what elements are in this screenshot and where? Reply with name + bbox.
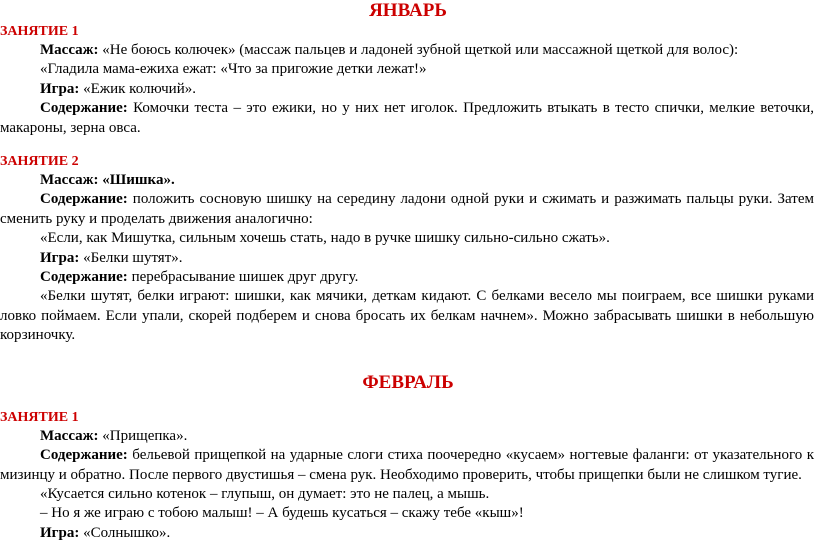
- game-paragraph: [0, 80, 816, 99]
- content-text: бельевой прищепкой на ударные слоги стиха поочередно «кусаем» ногтевые фаланги: от указательного к мизинцу и обратно. После первого двустишья – смена рук. Необходимо проверить, чтобы прищепки были не слишком тугие.: [0, 447, 814, 483]
- month-title-january: ЯНВАРЬ: [369, 0, 447, 21]
- rhyme-paragraph: «Если, как Мишутка, сильным хочешь стать, надо в ручке шишку сильно-сильно сжать».: [40, 230, 610, 247]
- content-text: Комочки теста – это ежики, но у них нет иголок. Предложить втыкать в тесто спички, мелкие веточки, макароны, зерна овса.: [0, 100, 814, 136]
- massage-paragraph: [0, 427, 816, 446]
- content-label: Содержание:: [40, 269, 128, 286]
- content-paragraph: [0, 446, 816, 485]
- game-text: «Солнышко».: [79, 524, 171, 541]
- rhyme-paragraph: – Но я же играю с тобою малыш! – А будешь кусаться – скажу тебе «кыш»!: [40, 505, 524, 522]
- game-label: Игра:: [40, 524, 80, 541]
- massage-label: Массаж: «Шишка».: [40, 172, 175, 189]
- game-text: «Ежик колючий».: [79, 80, 196, 97]
- lesson-heading: ЗАНЯТИЕ 2: [0, 154, 79, 170]
- game-label: Игра:: [40, 80, 80, 97]
- content-paragraph: [0, 190, 816, 229]
- game-paragraph: [0, 249, 816, 268]
- game-label: Игра:: [40, 249, 80, 266]
- lesson-heading: ЗАНЯТИЕ 1: [0, 409, 79, 425]
- massage-text: «Не боюсь колючек» (массаж пальцев и ладоней зубной щеткой или массажной щеткой для волос):: [98, 42, 739, 58]
- content-text: положить сосновую шишку на середину ладони одной руки и сжимать и разжимать пальцы руки. Затем сменить руку и проделать движения аналогично:: [0, 191, 814, 227]
- content-text: перебрасывание шишек друг другу.: [127, 269, 359, 286]
- massage-text: «Прищепка».: [98, 427, 188, 444]
- rhyme-paragraph: «Белки шутят, белки играют: шишки, как мячики, деткам кидают. С белками весело мы поиграем, все шишки руками ловко поймаем. Если упали, скорей подберем и снова бросать их белкам начнем». Можно забрасывать шишки в небольшую корзиночку.: [0, 288, 814, 344]
- lesson-heading: ЗАНЯТИЕ 1: [0, 24, 79, 39]
- rhyme-paragraph: «Кусается сильно котенок – глупыш, он думает: это не палец, а мышь.: [40, 485, 490, 502]
- content-label: Содержание:: [40, 447, 128, 464]
- content-paragraph: [0, 268, 816, 287]
- massage-paragraph: [0, 41, 816, 60]
- game-text: «Белки шутят».: [79, 249, 183, 266]
- content-label: Содержание:: [40, 191, 128, 208]
- rhyme-paragraph: «Гладила мама-ежиха ежат: «Что за пригожие детки лежат!»: [40, 61, 427, 78]
- massage-label: Массаж:: [40, 427, 99, 444]
- content-label: Содержание:: [40, 100, 128, 117]
- massage-paragraph: [0, 171, 816, 190]
- game-paragraph: [0, 524, 816, 543]
- month-title-february: ФЕВРАЛЬ: [362, 371, 454, 393]
- content-paragraph: [0, 99, 816, 138]
- massage-label: Массаж:: [40, 42, 99, 58]
